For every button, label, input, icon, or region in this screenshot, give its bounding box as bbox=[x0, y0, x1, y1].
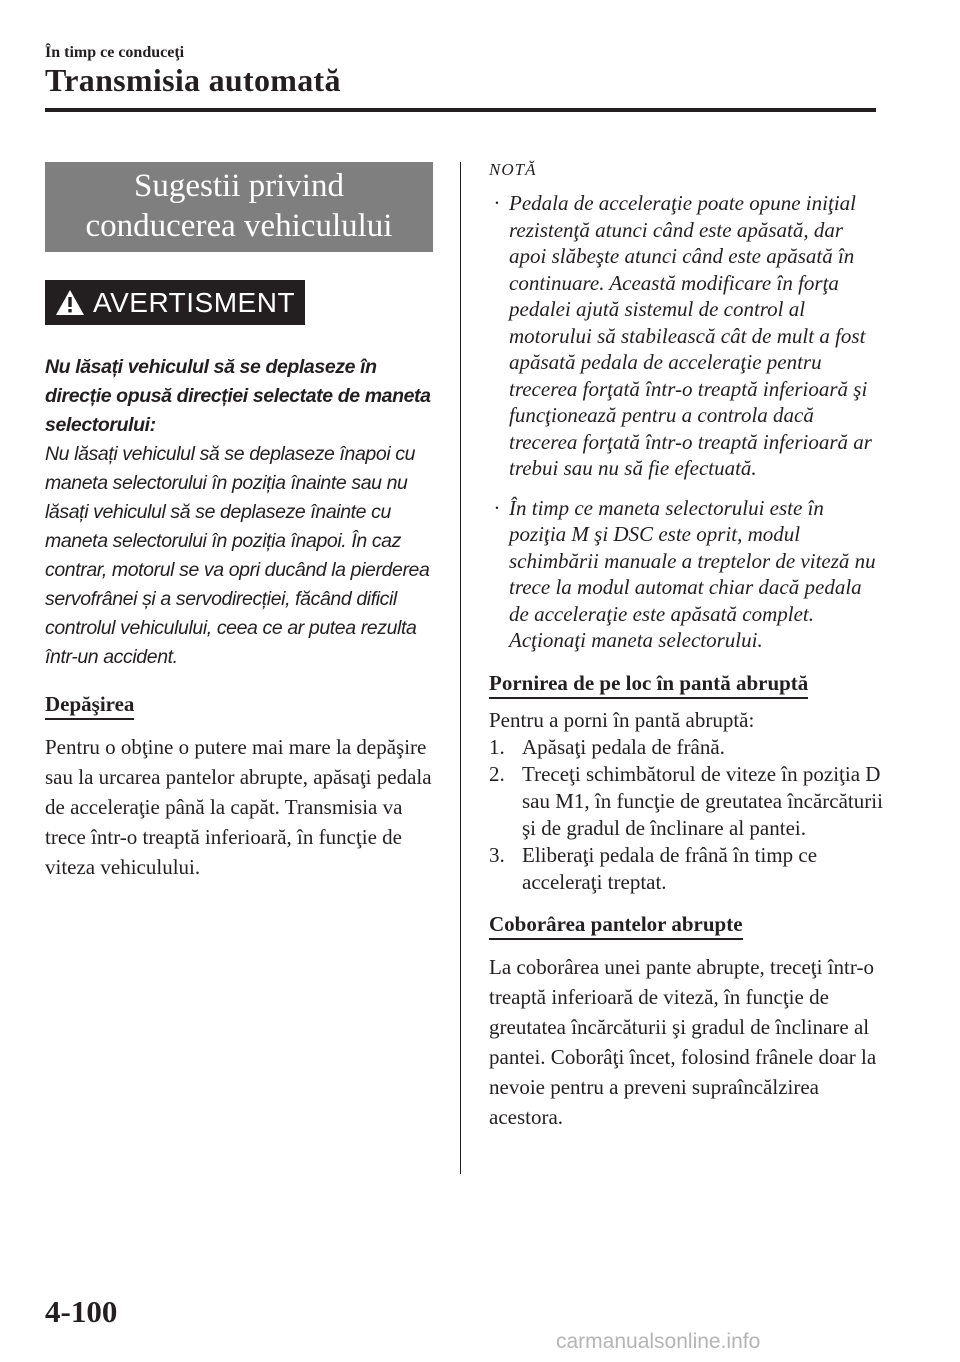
warning-text bbox=[45, 353, 433, 672]
header-rule bbox=[45, 108, 876, 112]
page-number: 4-100 bbox=[45, 1294, 118, 1329]
note-item bbox=[489, 190, 884, 482]
left-column bbox=[45, 162, 433, 882]
warning-body: Nu lăsați vehiculul să se deplaseze înapoi cu maneta selectorului în poziția înainte sau nu lăsați vehiculul să se deplaseze înainte cu maneta selectorului în poziția înapoi. În caz contrar, motorul se va opri ducând la pierderea servofrânei și a servodirecției, făcând dificil controlul vehiculului, ceea ce ar putea rezulta într-un accident. bbox=[45, 443, 430, 668]
warning-icon bbox=[55, 289, 85, 316]
note-item-text: Pedala de acceleraţie poate opune iniţial rezistenţă atunci când este apăsată, dar apoi slăbeşte atunci când este apăsată în continuare. Această modificare în forţa pedalei ajută sistemul de control al motorului să stabilească cât de mult a fost apăsată pedala de acceleraţie pentru trecerea forţată într-o treaptă inferioară şi funcţionează pentru a controla dacă trecerea forţată într-o treaptă inferioară ar trebui sau nu să fie efectuată. bbox=[509, 191, 872, 480]
step-number: 1. bbox=[489, 734, 505, 759]
hill-start-heading: Pornirea de pe loc în pantă abruptă bbox=[489, 671, 808, 699]
step-text: Eliberaţi pedala de frână în timp ce acceleraţi treptat. bbox=[522, 842, 818, 894]
step-item bbox=[489, 761, 884, 842]
warning-label: AVERTISMENT bbox=[93, 286, 296, 318]
step-number: 2. bbox=[489, 761, 505, 786]
bullet-icon: · bbox=[494, 191, 500, 215]
overtaking-text: Pentru o obţine o putere mai mare la depăşire sau la urcarea pantelor abrupte, apăsaţi pedala de acceleraţie până la capăt. Transmisia va trece într-o treaptă inferioară, în funcţie de viteza vehiculului. bbox=[45, 735, 432, 879]
descent-heading: Coborârea pantelor abrupte bbox=[489, 912, 743, 940]
step-text: Apăsaţi pedala de frână. bbox=[522, 734, 725, 759]
warning-badge bbox=[45, 280, 305, 325]
watermark: carmanualsonline.info bbox=[556, 1330, 761, 1353]
column-divider bbox=[460, 162, 461, 1174]
section-title-line2: conducerea vehiculului bbox=[85, 208, 393, 244]
section-title-box bbox=[45, 162, 433, 252]
hill-start-steps bbox=[489, 707, 884, 896]
hill-start-intro: Pentru a porni în pantă abruptă: bbox=[489, 707, 755, 732]
descent-text: La coborârea unei pante abrupte, treceţi într-o treaptă inferioară de viteză, în funcţie de greutatea încărcăturii şi gradul de înclinare al pantei. Coborâţi încet, folosind frânele doar la nevoie pentru a preveni supraîncălzirea acestora. bbox=[489, 954, 877, 1129]
right-column bbox=[489, 160, 884, 1132]
step-item bbox=[489, 842, 884, 896]
note-list bbox=[489, 190, 884, 654]
header-subtitle: În timp ce conduceţi bbox=[45, 44, 185, 61]
step-number: 3. bbox=[489, 842, 505, 867]
note-title: NOTĂ bbox=[489, 160, 537, 179]
note-item-text: În timp ce maneta selectorului este în poziţia M şi DSC este oprit, modul schimbării manuale a treptelor de viteză nu trece la modul automat chiar dacă pedala de acceleraţie este apăsată complet. Acţionaţi maneta selectorului. bbox=[509, 495, 876, 652]
section-title-line1: Sugestii privind bbox=[134, 168, 344, 204]
overtaking-heading: Depăşirea bbox=[45, 692, 134, 720]
step-item bbox=[489, 734, 884, 761]
bullet-icon: · bbox=[494, 495, 500, 520]
header-title: Transmisia automată bbox=[45, 62, 341, 98]
note-item bbox=[489, 495, 884, 654]
step-text: Treceţi schimbătorul de viteze în poziţia D sau M1, în funcţie de greutatea încărcăturii şi de gradul de înclinare al pantei. bbox=[522, 761, 883, 840]
warning-heading: Nu lăsați vehiculul să se deplaseze în direcție opusă direcției selectate de maneta selectorului: bbox=[45, 356, 431, 436]
